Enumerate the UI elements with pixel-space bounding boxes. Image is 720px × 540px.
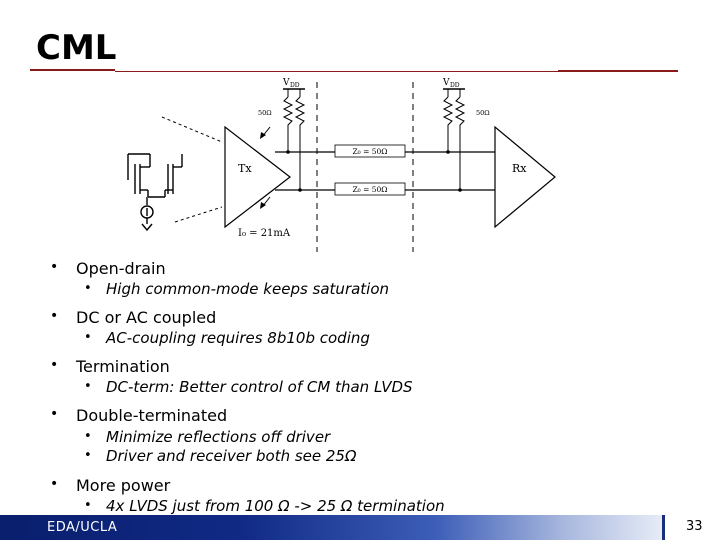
bullet-marker: • [50, 259, 59, 275]
rx-label: Rx [512, 162, 527, 175]
footer-bar [0, 515, 720, 540]
footer-org: EDA/UCLA [47, 520, 118, 535]
res-right-label: 50Ω [476, 109, 490, 117]
tx-label: Tx [238, 162, 252, 175]
res-left-label: 50Ω [258, 109, 272, 117]
vdd-left-label: V [283, 78, 290, 88]
slide-title: CML [36, 28, 117, 68]
z0-bottom-label: Z₀ = 50Ω [352, 185, 388, 194]
svg-text:DD: DD [450, 82, 460, 89]
svg-text:DD: DD [290, 82, 300, 89]
current-label: I₀ = 21mA [238, 228, 291, 239]
page-number: 33 [686, 519, 703, 534]
z0-top-label: Z₀ = 50Ω [352, 147, 388, 156]
bullet-list: • Open-drain • High common-mode keeps saturation • DC or AC coupled • AC-coupling requires 8b10b coding • Termination • DC-term: Better control of CM than LVDS • Double-terminated • Minimize reflections off driver • Driver and receiver both see 25Ω • More power • 4x LVDS just from 100 Ω -> 25 Ω termination [50, 259, 445, 515]
vdd-right-label: V [443, 78, 450, 88]
